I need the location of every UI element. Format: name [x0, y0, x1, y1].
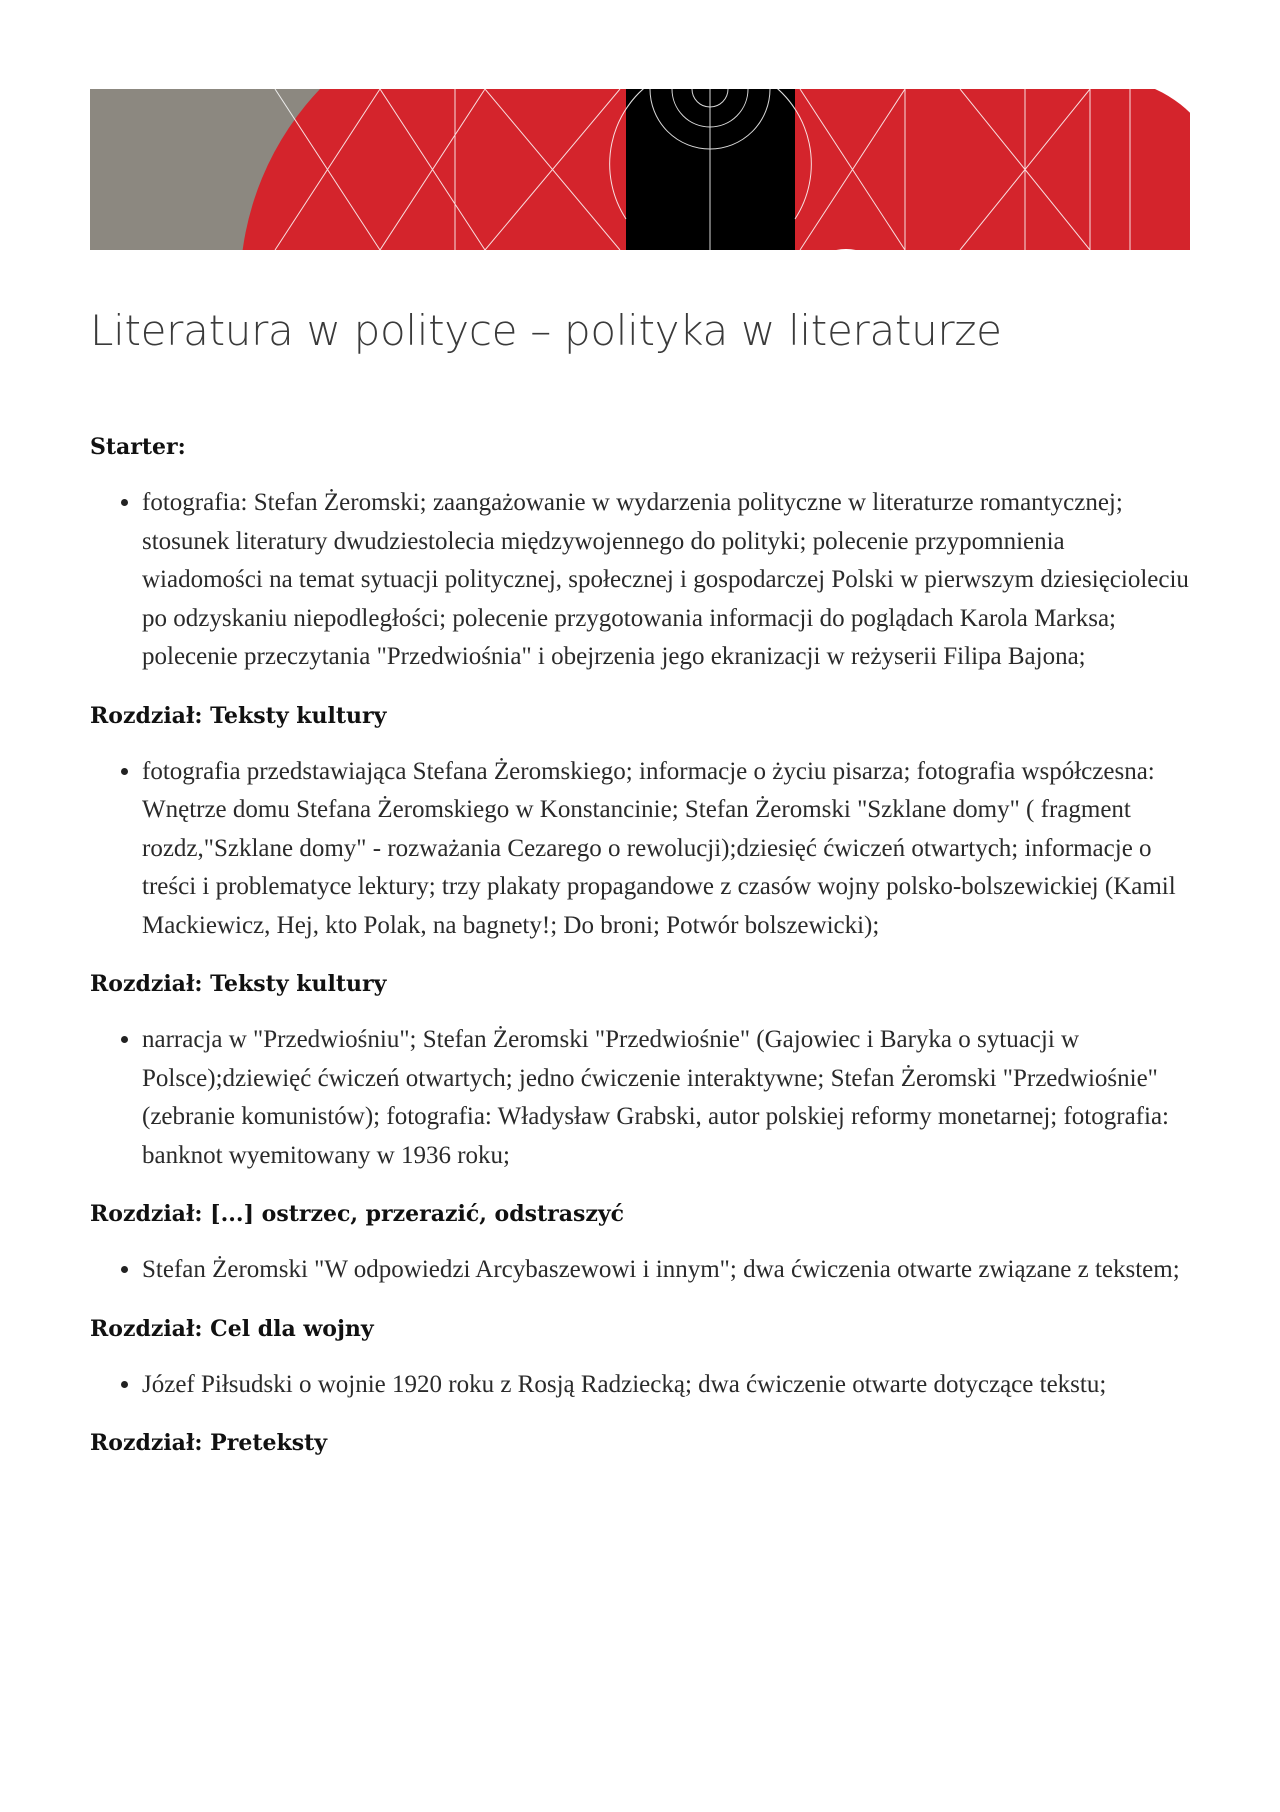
section-preteksty	[90, 1426, 1190, 1460]
section-teksty-kultury-1	[90, 699, 1190, 946]
list-item: • Stefan Żeromski "W odpowiedzi Arcybaszewowi i innym"; dwa ćwiczenia otwarte związane z tekstem;	[142, 1251, 1190, 1290]
bullet-list	[90, 484, 1190, 677]
content	[90, 430, 1190, 1480]
bullet-list	[90, 1251, 1190, 1290]
page-title: Literatura w polityce – polityka w literaturze	[90, 306, 1002, 355]
list-item: • fotografia przedstawiająca Stefana Żeromskiego; informacje o życiu pisarza; fotografia współczesna: Wnętrze domu Stefana Żeromskiego w Konstancinie; Stefan Żeromski "Szklane domy" ( fragment rozdz,"Szklane domy" - rozważania Cezarego o rewolucji);dziesięć ćwiczeń otwartych; informacje o treści i problematyce lektury; trzy plakaty propagandowe z czasów wojny polsko-bolszewickiej (Kamil Mackiewicz, Hej, kto Polak, na bagnety!; Do broni; Potwór bolszewicki);	[142, 753, 1190, 946]
list-item: • fotografia: Stefan Żeromski; zaangażowanie w wydarzenia polityczne w literaturze romantycznej; stosunek literatury dwudziestolecia międzywojennego do polityki; polecenie przypomnienia wiadomości na temat sytuacji politycznej, społecznej i gospodarczej Polski w pierwszym dziesięcioleciu po odzyskaniu niepodległości; polecenie przygotowania informacji do poglądach Karola Marksa; polecenie przeczytania "Przedwiośnia" i obejrzenia jego ekranizacji w reżyserii Filipa Bajona;	[142, 484, 1190, 677]
section-heading: Starter:	[90, 434, 186, 460]
section-cel-dla-wojny	[90, 1312, 1190, 1405]
header-banner	[90, 89, 1190, 250]
section-heading: Rozdział: Teksty kultury	[90, 971, 387, 997]
section-heading: Rozdział: Cel dla wojny	[90, 1315, 374, 1342]
banner-red-block-right	[795, 89, 1190, 250]
bullet-list	[90, 753, 1190, 946]
section-teksty-kultury-2	[90, 967, 1190, 1175]
section-heading: Rozdział: Teksty kultury	[90, 702, 387, 729]
section-heading: Rozdział: [...] ostrzec, przerazić, odstraszyć	[90, 1201, 625, 1227]
section-starter	[90, 430, 1190, 677]
section-ostrzec	[90, 1197, 1190, 1290]
section-heading: Rozdział: Preteksty	[90, 1430, 328, 1456]
bullet-list	[90, 1021, 1190, 1175]
bullet-list	[90, 1366, 1190, 1405]
list-item: • Józef Piłsudski o wojnie 1920 roku z Rosją Radziecką; dwa ćwiczenie otwarte dotyczące tekstu;	[142, 1366, 1190, 1405]
list-item: • narracja w "Przedwiośniu"; Stefan Żeromski "Przedwiośnie" (Gajowiec i Baryka o sytuacji w Polsce);dziewięć ćwiczeń otwartych; jedno ćwiczenie interaktywne; Stefan Żeromski "Przedwiośnie" (zebranie komunistów); fotografia: Władysław Grabski, autor polskiej reformy monetarnej; fotografia: banknot wyemitowany w 1936 roku;	[142, 1021, 1190, 1175]
